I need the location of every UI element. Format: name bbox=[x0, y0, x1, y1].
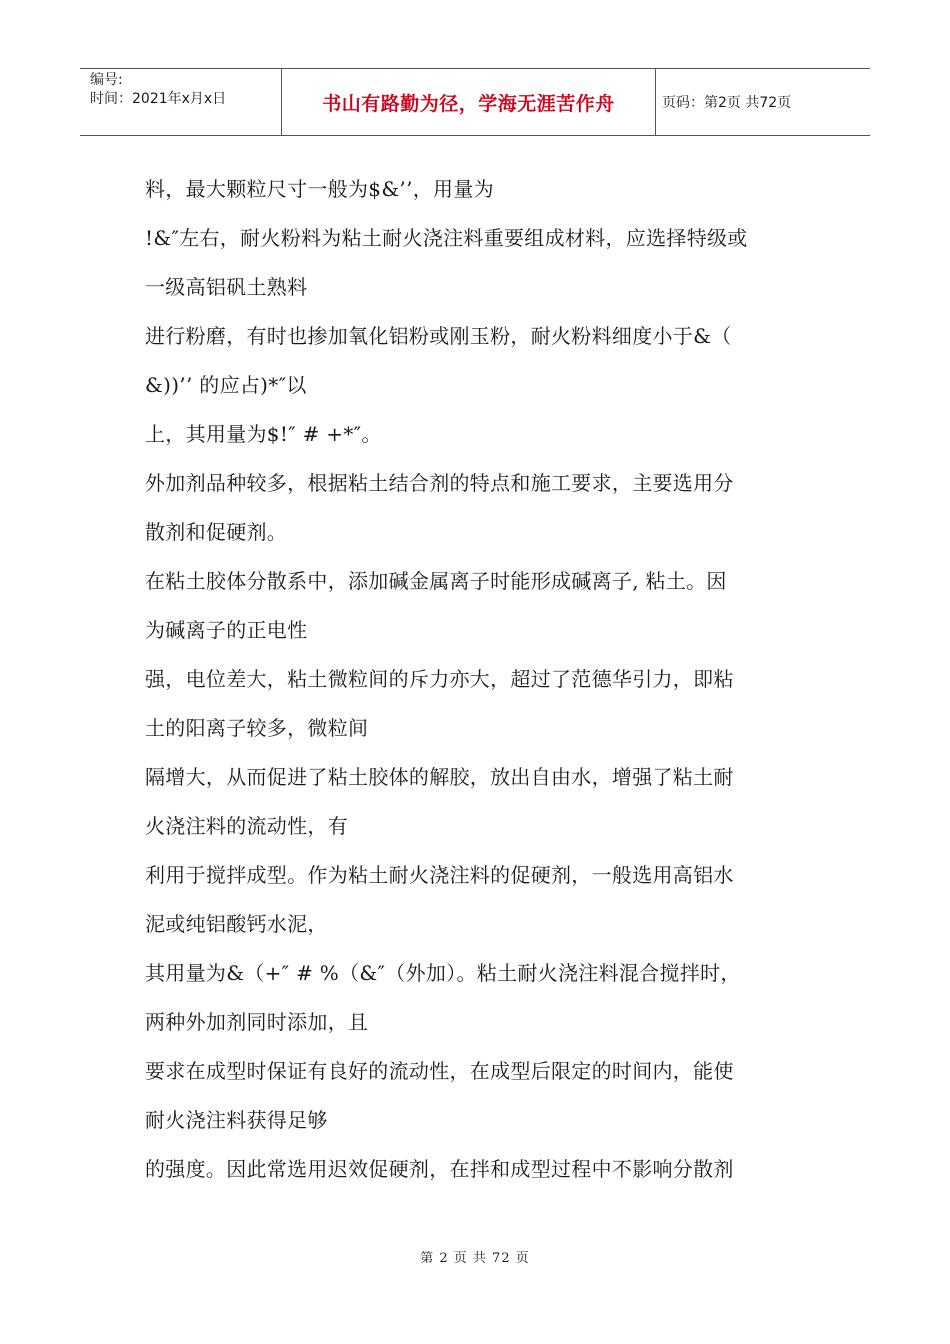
body-line: 进行粉磨，有时也掺加氧化铝粉或刚玉粉，耐火粉料细度小于&（ bbox=[145, 324, 732, 348]
body-line: 外加剂品种较多，根据粘土结合剂的特点和施工要求，主要选用分 bbox=[145, 471, 734, 495]
body-line: 隔增大，从而促进了粘土胶体的解胶，放出自由水，增强了粘土耐 bbox=[145, 765, 734, 789]
body-line: 料，最大颗粒尺寸一般为$&’’，用量为 bbox=[145, 177, 494, 201]
body-line: 泥或纯铝酸钙水泥， bbox=[145, 912, 328, 936]
body-line: 利用于搅拌成型。作为粘土耐火浇注料的促硬剂，一般选用高铝水 bbox=[145, 863, 734, 887]
header-motto: 书山有路勤为径，学海无涯苦作舟 bbox=[282, 69, 656, 135]
body-line: 耐火浇注料获得足够 bbox=[145, 1108, 328, 1132]
body-line: 一级高铝矾土熟料 bbox=[145, 275, 308, 299]
body-line: 火浇注料的流动性，有 bbox=[145, 814, 348, 838]
body-line: 为碱离子的正电性 bbox=[145, 618, 308, 642]
header-page-number: 页码：第2页 共72页 bbox=[662, 95, 792, 111]
document-number: 编号: bbox=[90, 72, 123, 88]
body-line: 两种外加剂同时添加，且 bbox=[145, 1010, 369, 1034]
body-line: !&″左右，耐火粉料为粘土耐火浇注料重要组成材料，应选择特级或 bbox=[145, 226, 748, 250]
document-body bbox=[145, 165, 815, 1194]
document-date: 时间：2021年x月x日 bbox=[90, 91, 227, 107]
page-footer: 第 2 页 共 72 页 bbox=[420, 1251, 530, 1266]
header-meta bbox=[80, 69, 282, 135]
body-line: 其用量为&（+″ # %（&″（外加）。粘土耐火浇注料混合搅拌时， bbox=[145, 961, 741, 985]
body-line: 在粘土胶体分散系中，添加碱金属离子时能形成碱离子, 粘土。因 bbox=[145, 569, 727, 593]
page-header bbox=[80, 68, 870, 136]
body-line: 的强度。因此常选用迟效促硬剂，在拌和成型过程中不影响分散剂 bbox=[145, 1157, 734, 1181]
body-line: 要求在成型时保证有良好的流动性，在成型后限定的时间内，能使 bbox=[145, 1059, 734, 1083]
body-line: 散剂和促硬剂。 bbox=[145, 520, 288, 544]
body-line: &))’’ 的应占)*″以 bbox=[145, 373, 307, 397]
body-line: 土的阳离子较多，微粒间 bbox=[145, 716, 369, 740]
body-line: 强，电位差大，粘土微粒间的斥力亦大，超过了范德华引力，即粘 bbox=[145, 667, 734, 691]
body-line: 上，其用量为$!″ # +*″。 bbox=[145, 422, 382, 446]
